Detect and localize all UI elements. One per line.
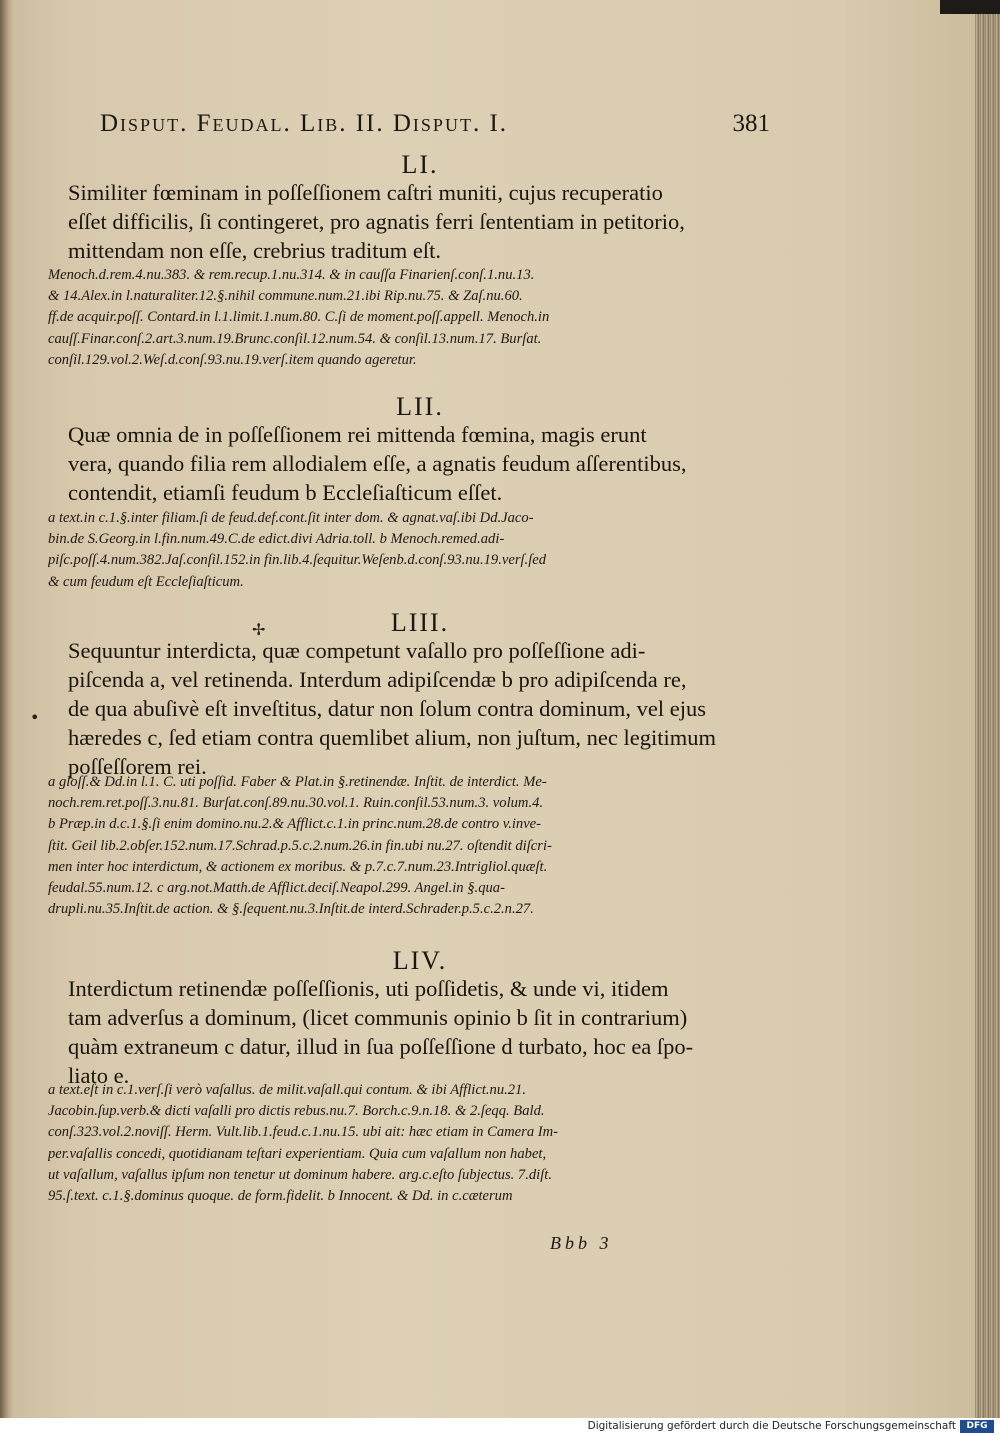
note-line: a gloſſ.& Dd.in l.1. C. uti poſſid. Faber & Plat.in §.retinendæ. Inſtit. de interdict. Me- <box>48 774 547 790</box>
text-line: contendit, etiamſi feudum b Eccleſiaſticum eſſet. <box>68 480 503 505</box>
note-line: Jacobin.ſup.verb.& dicti vaſalli pro dictis rebus.nu.7. Borch.c.9.n.18. & 2.ſeqq. Bald. <box>48 1103 545 1120</box>
ornament-mark: ✢ <box>252 620 266 639</box>
section-text <box>68 178 768 265</box>
section-text <box>68 636 768 781</box>
footnote-block <box>48 265 768 371</box>
note-line: a text.eſt in c.1.verſ.ſi verò vaſallus. de milit.vaſall.qui contum. & ibi Afflict.nu.21. <box>48 1082 527 1098</box>
running-header <box>100 108 770 150</box>
note-line: per.vaſallis concedi, quotidianam teſtari experientiam. Quia cum vaſallum non habet, <box>48 1145 547 1162</box>
text-line: eſſet difficilis, ſi contingeret, pro agnatis ferri ſententiam in petitorio, <box>68 209 685 234</box>
footer-bar <box>0 1418 1000 1436</box>
note-line: drupli.nu.35.Inſtit.de action. & §.ſequent.nu.3.Inſtit.de interd.Schrader.p.5.c.2.n.27. <box>48 901 534 918</box>
note-line: noch.rem.ret.poſſ.3.nu.81. Burſat.conſ.89.nu.30.vol.1. Ruin.conſil.53.num.3. volum.4. <box>48 795 544 812</box>
signature-mark: Bbb 3 <box>550 1233 613 1253</box>
footnote-block <box>48 508 768 593</box>
book-spine <box>0 0 14 1418</box>
funding-credit: Digitalisierung gefördert durch die Deutsche Forschungsgemeinschaft <box>587 1420 956 1432</box>
note-line: ff.de acquir.poſſ. Contard.in l.1.limit.1.num.80. C.ſi de moment.poſſ.appell. Menoch.in <box>48 309 550 326</box>
note-line: 95.ſ.text. c.1.§.dominus quoque. de form.fidelit. b Innocent. & Dd. in c.cæterum <box>48 1188 513 1205</box>
note-line: piſc.poſſ.4.num.382.Jaſ.conſil.152.in fin.lib.4.ſequitur.Weſenb.d.conſ.93.nu.19.verſ.ſed <box>48 552 547 569</box>
dfg-logo: DFG <box>960 1420 994 1433</box>
text-line: tam adverſus a dominum, (licet communis opinio b ſit in contrarium) <box>68 1005 688 1030</box>
section-number: LIV. <box>392 946 448 975</box>
note-line: a text.in c.1.§.inter filiam.ſi de feud.def.cont.ſit inter dom. & agnat.vaſ.ibi Dd.Jaco- <box>48 510 534 526</box>
text-line: liato e. <box>68 1063 130 1088</box>
section-number: LI. <box>401 150 439 179</box>
text-line: Similiter fœminam in poſſeſſionem caſtri muniti, cujus recuperatio <box>68 180 663 205</box>
section-number: LII. <box>396 392 444 421</box>
text-line: Interdictum retinendæ poſſeſſionis, uti poſſidetis, & unde vi, itidem <box>68 976 669 1001</box>
section-text <box>68 974 768 1090</box>
note-line: men inter hoc interdictum, & actionem ex moribus. & p.7.c.7.num.23.Intrigliol.quæſt. <box>48 858 548 875</box>
note-line: Menoch.d.rem.4.nu.383. & rem.recup.1.nu.314. & in cauſſa Finarienſ.conſ.1.nu.13. <box>48 267 535 283</box>
page-number: 381 <box>732 110 770 137</box>
text-line: Quæ omnia de in poſſeſſionem rei mittenda fœmina, magis erunt <box>68 422 647 447</box>
text-line: piſcenda a, vel retinenda. Interdum adipiſcendæ b pro adipiſcenda re, <box>68 667 687 692</box>
footnote-block <box>48 1080 768 1207</box>
margin-bullet: • <box>30 708 40 727</box>
note-line: ſtit. Geil lib.2.obſer.152.num.17.Schrad.p.5.c.2.num.26.in fin.ubi nu.27. oſtendit diſcri- <box>48 837 552 854</box>
note-line: conſ.323.vol.2.noviſſ. Herm. Vult.lib.1.feud.c.1.nu.15. ubi ait: hæc etiam in Camera Im- <box>48 1124 559 1141</box>
note-line: conſil.129.vol.2.Weſ.d.conſ.93.nu.19.verſ.item quando ageretur. <box>48 351 417 368</box>
section-number: LIII. <box>390 608 450 637</box>
section-text <box>68 420 768 507</box>
note-line: b Præp.in d.c.1.§.ſi enim domino.nu.2.& Afflict.c.1.in princ.num.28.de contro v.inve- <box>48 816 542 833</box>
text-line: quàm extraneum c datur, illud in ſua poſſeſſione d turbato, hoc ea ſpo- <box>68 1034 694 1059</box>
text-line: hæredes c, ſed etiam contra quemlibet alium, non juſtum, nec legitimum <box>68 725 716 750</box>
note-line: cauſſ.Finar.conſ.2.art.3.num.19.Brunc.conſil.12.num.54. & conſil.13.num.17. Burſat. <box>48 330 542 347</box>
footnote-block <box>48 772 768 920</box>
note-line: ut vaſallum, vaſallus ipſum non tenetur ut dominum habere. arg.c.eſto ſubjectus. 7.diſt. <box>48 1166 552 1183</box>
note-line: & 14.Alex.in l.naturaliter.12.§.nihil commune.num.21.ibi Rip.nu.75. & Zaſ.nu.60. <box>48 288 523 305</box>
text-line: vera, quando filia rem allodialem eſſe, a agnatis feudum aſſerentibus, <box>68 451 687 476</box>
text-line: poſſeſſorem rei. <box>68 754 207 779</box>
page-edges <box>975 0 1000 1418</box>
note-line: feudal.55.num.12. c arg.not.Matth.de Afflict.deciſ.Neapol.299. Angel.in §.qua- <box>48 880 505 897</box>
book-corner <box>940 0 1000 14</box>
text-line: mittendam non eſſe, crebrius traditum eſt. <box>68 238 442 263</box>
header-title: Disput. Feudal. Lib. II. Disput. I. <box>100 110 509 137</box>
note-line: bin.de S.Georg.in l.fin.num.49.C.de edict.divi Adria.toll. b Menoch.remed.adi- <box>48 531 505 548</box>
text-line: Sequuntur interdicta, quæ competunt vaſallo pro poſſeſſione adi- <box>68 638 646 663</box>
text-line: de qua abuſivè eſt inveſtitus, datur non ſolum contra dominum, vel ejus <box>68 696 706 721</box>
note-line: & cum feudum eſt Eccleſiaſticum. <box>48 573 244 590</box>
